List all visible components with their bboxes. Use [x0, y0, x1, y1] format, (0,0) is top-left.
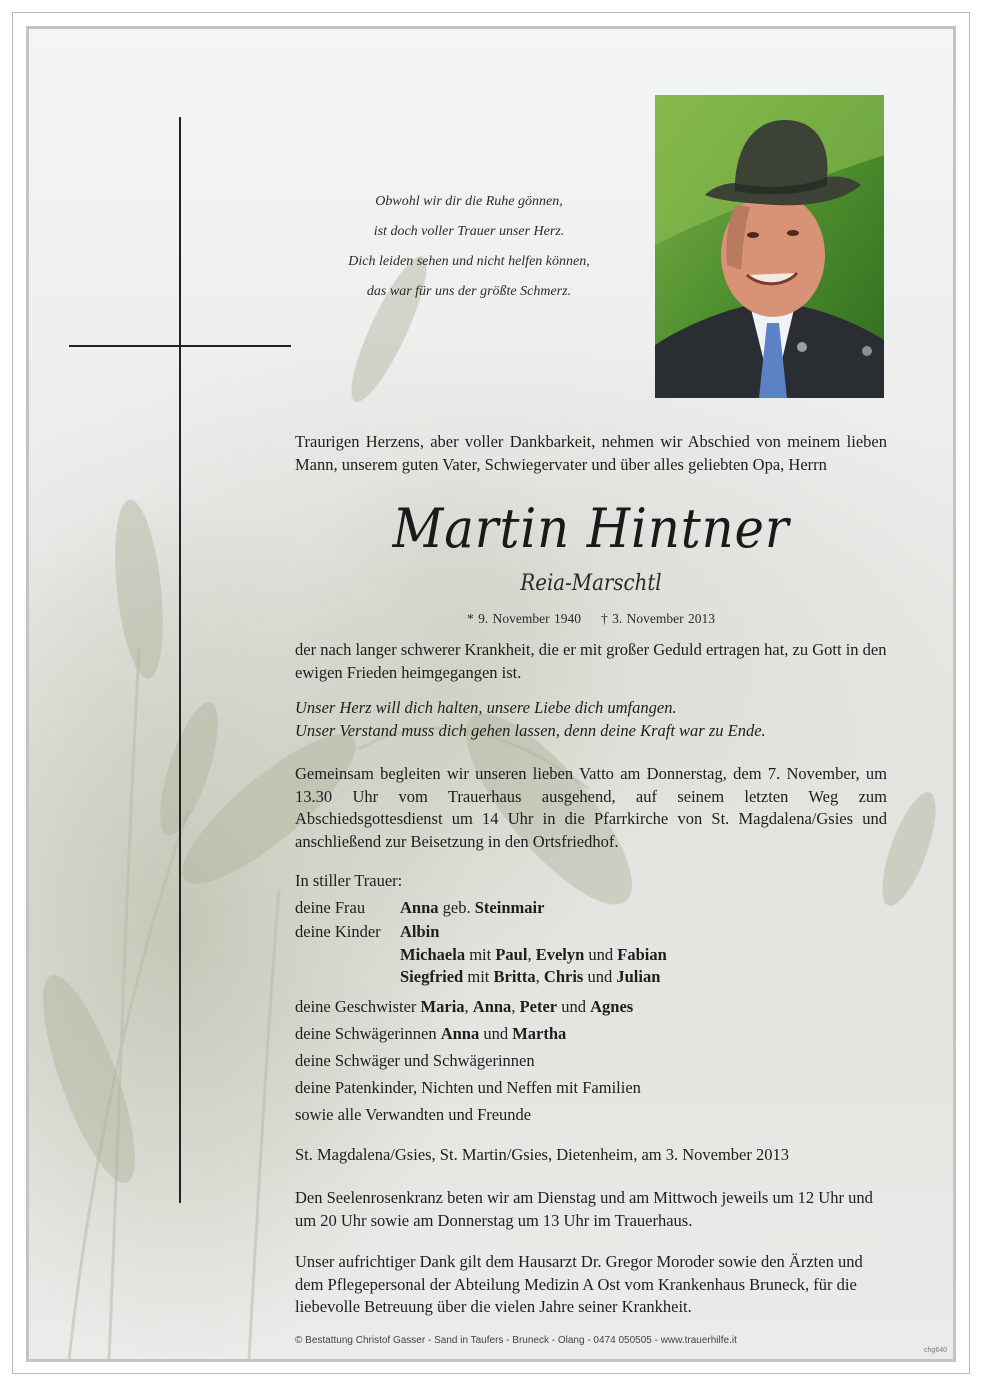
intro-text: Traurigen Herzens, aber voller Dankbarkeit, nehmen wir Abschied von meinem lieben Mann, unserem guten Vater, Schwiegervater und über alles geliebten Opa, Herrn: [295, 432, 887, 474]
paragraph-rosary: Den Seelenrosenkranz beten wir am Dienstag und am Mittwoch jeweils um 12 Uhr und um 20 Uhr sowie am Donnerstag um 13 Uhr im Trauerhaus.: [295, 1188, 873, 1230]
paragraph-thanks: Unser aufrichtiger Dank gilt dem Hausarzt Dr. Gregor Moroder sowie den Ärzten und dem Pflegepersonal der Abteilung Medizin A Ost vom Krankenhaus Bruneck, für die liebevolle Betreuung über die vielen Jahre seiner Krankheit.: [295, 1252, 863, 1316]
poem-line: ist doch voller Trauer unser Herz.: [373, 224, 565, 239]
death-date: † 3. November 2013: [601, 611, 715, 626]
survivor-row-in-laws: deine Schwäger und Schwägerinnen: [295, 1050, 535, 1070]
poem: [289, 187, 649, 307]
life-dates: [295, 611, 887, 627]
survivor-row-child: Siegfried mit Britta, Chris und Julian: [400, 967, 661, 986]
poem-line: Dich leiden sehen und nicht helfen können,: [348, 254, 590, 269]
paragraph-passing: der nach langer schwerer Krankheit, die er mit großer Geduld ertragen hat, zu Gott in den ewigen Frieden heimgegangen ist.: [295, 640, 887, 682]
obituary-card: [26, 26, 956, 1362]
survivors-list: [295, 867, 887, 1128]
poem-line: Obwohl wir dir die Ruhe gönnen,: [375, 194, 563, 209]
survivor-row-child: Michaela mit Paul, Evelyn und Fabian: [400, 944, 667, 964]
survivor-row-wife: deine Frau Anna geb. Steinmair: [295, 898, 545, 917]
survivor-row-godchildren: deine Patenkinder, Nichten und Neffen mit Familien: [295, 1077, 641, 1097]
survivors-heading: In stiller Trauer:: [295, 871, 403, 890]
survivor-row-sisters-in-law: deine Schwägerinnen Anna und Martha: [295, 1023, 567, 1043]
paragraph-verse: [295, 697, 887, 742]
reference-code: chg640: [924, 1347, 947, 1354]
portrait-photo: [655, 95, 884, 398]
place-date: St. Magdalena/Gsies, St. Martin/Gsies, Dietenheim, am 3. November 2013: [295, 1145, 790, 1164]
birth-date: * 9. November 1940: [467, 611, 581, 626]
cross-vertical: [179, 117, 181, 1203]
poem-line: das war für uns der größte Schmerz.: [366, 284, 572, 299]
deceased-nickname: Reia-Marschtl: [520, 571, 662, 596]
cross-horizontal: [69, 345, 291, 347]
paragraph-funeral: Gemeinsam begleiten wir unseren lieben Vatto am Donnerstag, dem 7. November, um 13.30 Uhr vom Trauerhaus ausgehend, auf seinem letzten Weg zum Abschiedsgottesdienst um 14 Uhr in die Pfarrkirche von St. Magdalena/Gsies und anschließend zur Beisetzung in den Ortsfriedhof.: [295, 764, 887, 851]
survivor-row-siblings: deine Geschwister Maria, Anna, Peter und Agnes: [295, 996, 634, 1016]
survivor-row-relatives: sowie alle Verwandten und Freunde: [295, 1104, 532, 1124]
survivor-row-children: deine Kinder Albin: [295, 922, 440, 941]
verse-line: Unser Verstand muss dich gehen lassen, denn deine Kraft war zu Ende.: [295, 720, 766, 740]
footer-credit: © Bestattung Christof Gasser - Sand in Taufers - Bruneck - Olang - 0474 050505 - www.trauerhilfe.it: [295, 1335, 737, 1346]
deceased-name: Martin Hintner: [392, 497, 790, 560]
verse-line: Unser Herz will dich halten, unsere Liebe dich umfangen.: [295, 698, 677, 717]
